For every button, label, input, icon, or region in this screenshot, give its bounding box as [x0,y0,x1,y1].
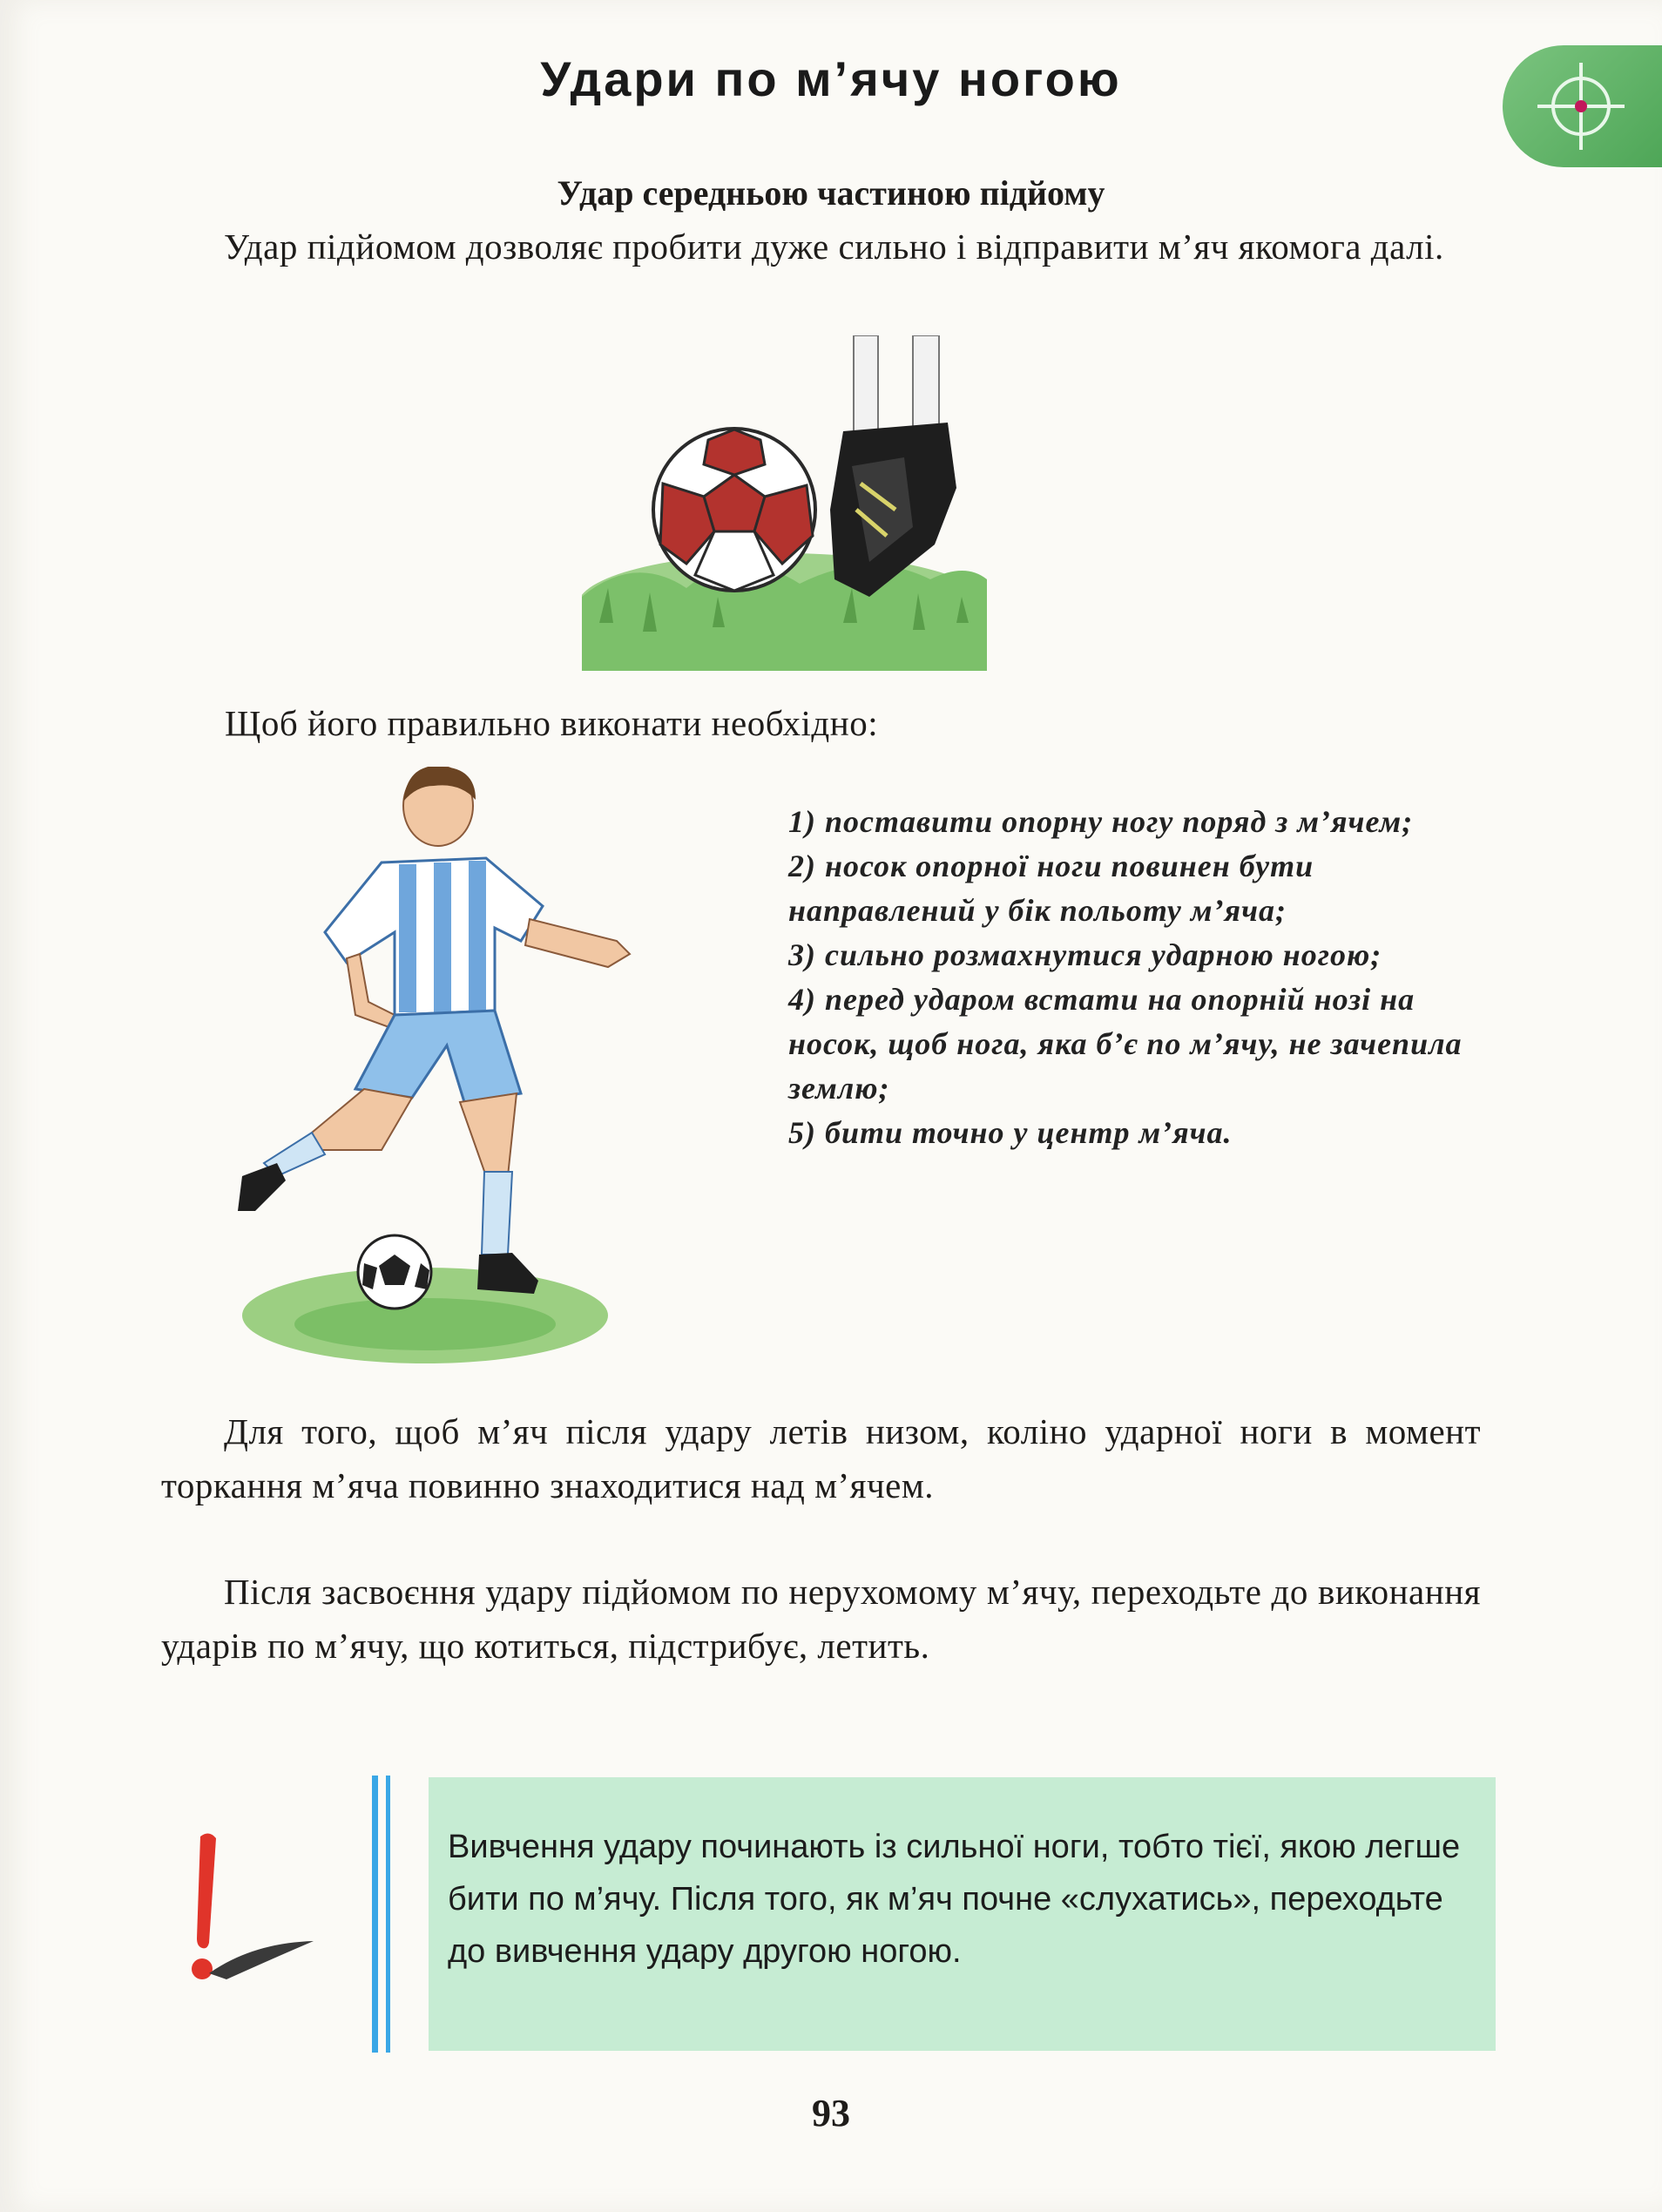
steps-list [788,800,1476,1155]
note-box [429,1777,1496,2051]
step-item: 1) поставити опорну ногу поряд з м’ячем; [788,804,1414,839]
chapter-tab [1503,45,1662,167]
page-number: 93 [812,2092,850,2134]
step-item: 2) носок опорної ноги повинен бути направлений у бік польоту м’яча; [788,849,1314,928]
low-kick-paragraph: Для того, щоб м’яч після удару летів низом, коліно ударної ноги в момент торкання м’яча повинно знаходитися над м’ячем. [161,1411,1481,1505]
progression-paragraph: Після засвоєння удару підйомом по нерухомому м’ячу, переходьте до виконання ударів по м’ячу, що котиться, підстрибує, летить. [161,1572,1481,1666]
note-text: Вивчення удару починають із сильної ноги, тобто тієї, якою легше бити по м’ячу. Після того, як м’яч почне «слухатись», переходьте до вивчення удару другою ногою. [448,1829,1461,1970]
intro-paragraph: Удар підйомом дозволяє пробити дуже сильно і відправити м’яч якомога далі. [224,227,1444,267]
exclamation-icon [174,1830,322,1986]
section-subtitle: Удар середньою частиною підйому [557,173,1105,213]
crosshair-target-icon [1533,58,1629,154]
note-bar [372,1776,378,2053]
soccer-player-illustration [225,767,678,1368]
note-bar [386,1776,390,2053]
step-item: 5) бити точно у центр м’яча. [788,1115,1233,1150]
step-item: 3) сильно розмахнутися ударною ногою; [788,937,1382,972]
ball-and-boot-illustration [582,335,987,671]
step-item: 4) перед ударом встати на опорній нозі на носок, щоб нога, яка б’є по м’ячу, не зачепила землю; [788,982,1463,1106]
steps-intro: Щоб його правильно виконати необхідно: [225,703,879,743]
page-title: Удари по м’ячу ногою [540,51,1122,106]
